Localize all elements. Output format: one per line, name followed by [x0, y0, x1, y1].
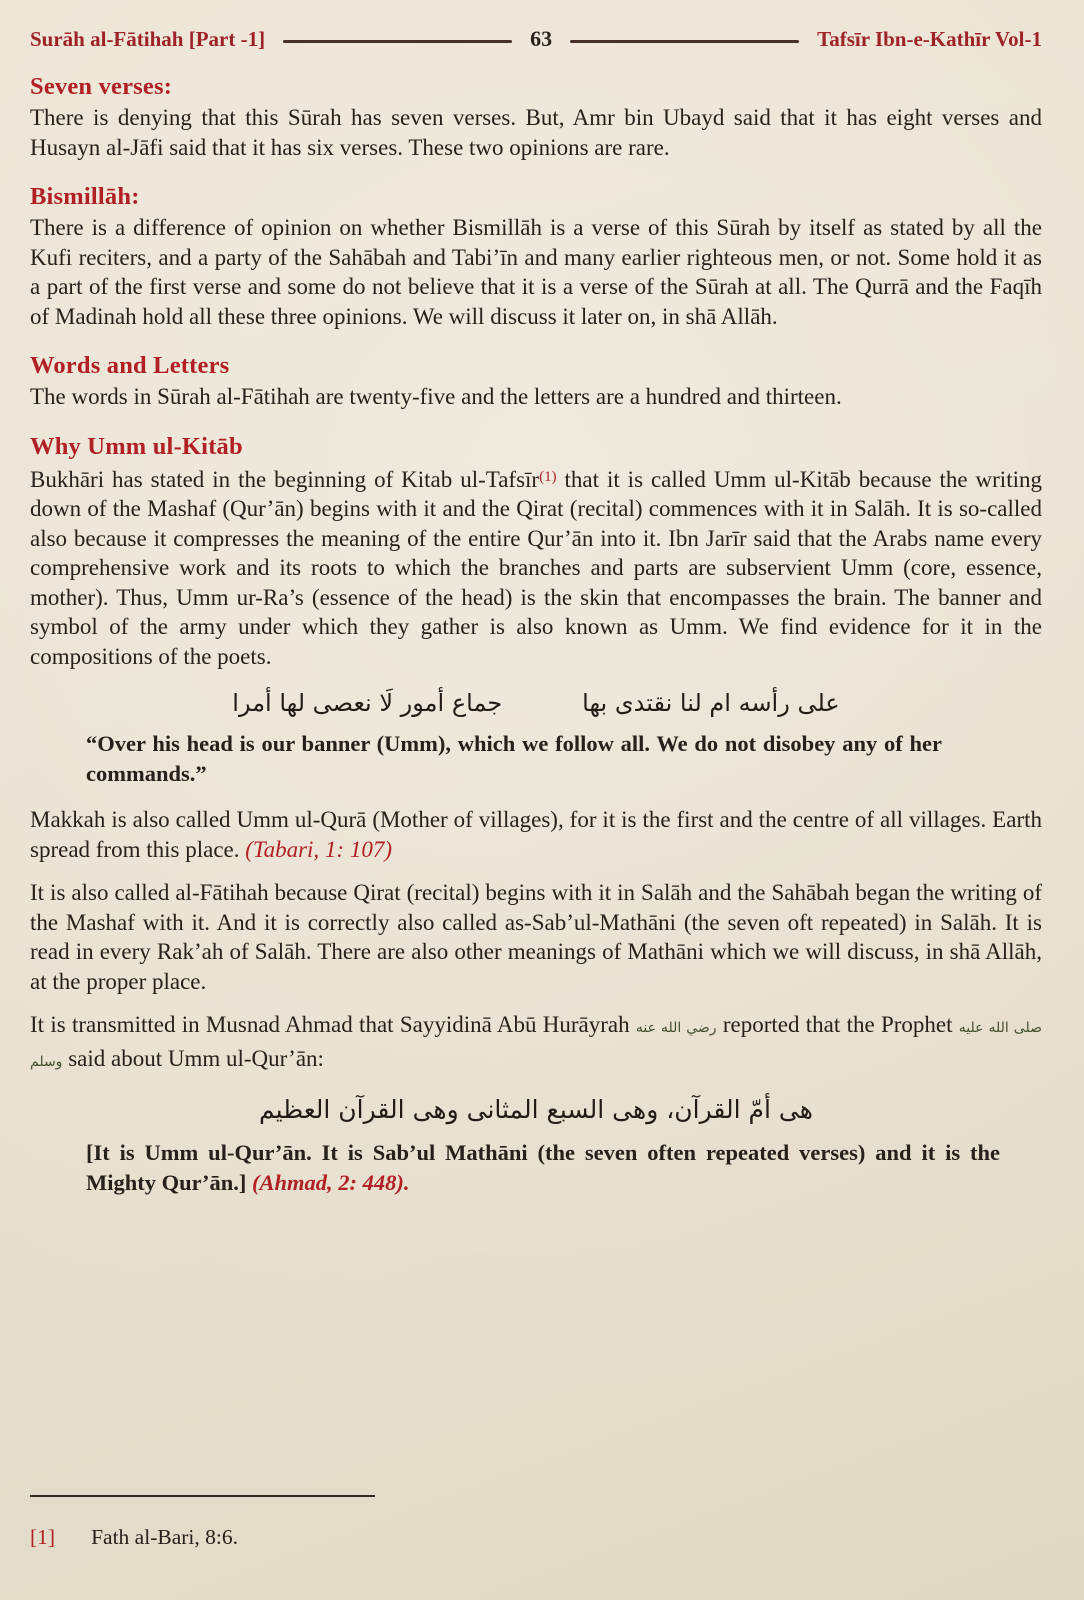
volume-title: Tafsīr Ibn-e-Kathīr Vol-1: [817, 26, 1042, 51]
footnote-block: [30, 1495, 1042, 1551]
poetry-translation: “Over his head is our banner (Umm), which we follow all. We do not disobey any of her commands.”: [86, 731, 942, 786]
hadith-arabic-text: هى أمّ القرآن، وهى السبع المثانى وهى القرآن العظيم: [259, 1095, 813, 1124]
paragraph-makkah: [30, 805, 1042, 864]
section-heading-why-umm: Why Umm ul-Kitāb: [30, 432, 243, 460]
footnote-entry: [30, 1525, 1042, 1550]
paragraph-musnad-ahmad: [30, 1010, 1042, 1077]
chapter-title: Surāh al-Fātihah [Part -1]: [30, 26, 266, 51]
paragraph-why-umm: [30, 463, 1042, 672]
paragraph-words-letters: The words in Sūrah al-Fātihah are twenty-five and the letters are a hundred and thirteen.: [30, 384, 842, 409]
header-rule-right: [570, 40, 799, 43]
arabic-poetry-line: [30, 689, 1042, 717]
hadith-translation-text: [It is Umm ul-Qur’ān. It is Sab’ul Mathāni (the seven often repeated verses) and it is the Mighty Qur’ān.]: [86, 1140, 1000, 1195]
header-rule-left: [283, 40, 512, 43]
page-header: [30, 26, 1042, 52]
footnote-text: Fath al-Bari, 8:6.: [91, 1525, 238, 1549]
footnote-reference: (1): [539, 468, 557, 485]
citation-tabari: (Tabari, 1: 107): [245, 836, 392, 862]
why-umm-text-before: Bukhāri has stated in the beginning of Kitab ul-Tafsīr: [30, 466, 540, 492]
musnad-text-1: It is transmitted in Musnad Ahmad that Sayyidinā Abū Hurāyrah: [30, 1012, 636, 1037]
paragraph-bismillah: There is a difference of opinion on whether Bismillāh is a verse of this Sūrah by itself as stated by all the Kufi reciters, and a party of the Sahābah and Tabi’īn and many earlier righteous men, or not. Some hold it as a part of the first verse and some do not believe that it is a verse of the Sūrah at all. The Qurrā and the Faqīh of Madinah hold all these three opinions. We will discuss it later on, in shā Allāh.: [30, 215, 1042, 329]
footnote-marker: [1]: [30, 1525, 56, 1549]
why-umm-text-after: that it is called Umm ul-Kitāb because the writing down of the Mashaf (Qur’ān) begins with it and the Qirat (recital) commences with it in Salāh. It is so-called also because it compresses the meaning of the entire Qur’ān into it. Ibn Jarīr said that the Arabs name every comprehensive work and its roots to which the branches and parts are subservient Umm (core, essence, mother). Thus, Umm ur-Ra’s (essence of the head) is the skin that encompasses the brain. The banner and symbol of the army under which they gather is also known as Umm. We find evidence for it in the compositions of the poets.: [30, 466, 1042, 669]
footnote-divider: [30, 1495, 375, 1498]
musnad-text-2: reported that the Prophet: [716, 1012, 959, 1037]
poetry-hemistich-second: جماع أمور لَا نعصى لها أمرا: [232, 689, 503, 717]
paragraph-fatihah-names: It is also called al-Fātihah because Qirat (recital) begins with it in Salāh and the Sahābah began the writing of the Mashaf with it. And it is correctly also called as-Sab’ul-Mathāni (the seven oft repeated) in Salāh. It is read in every Rak’ah of Salāh. There are also other meanings of Mathāni which we will discuss, in shā Allāh, at the proper place.: [30, 880, 1042, 994]
makkah-text: Makkah is also called Umm ul-Qurā (Mother of villages), for it is the first and the centre of all villages. Earth spread from this place.: [30, 807, 1042, 862]
paragraph-seven-verses: There is denying that this Sūrah has seven verses. But, Amr bin Ubayd said that it has eight verses and Husayn al-Jāfi said that it has six verses. These two opinions are rare.: [30, 105, 1042, 160]
poetry-hemistich-first: على رأسه ام لنا نقتدى بها: [582, 689, 840, 717]
hadith-translation: [86, 1138, 1000, 1198]
section-heading-words-letters: Words and Letters: [30, 352, 230, 379]
honorific-radiallahu-anhu: رضي الله عنه: [635, 1020, 717, 1036]
page-number: 63: [530, 26, 553, 51]
citation-ahmad: (Ahmad, 2: 448).: [252, 1170, 410, 1195]
section-heading-bismillah: Bismillāh:: [30, 183, 140, 210]
section-heading-seven-verses: Seven verses:: [30, 73, 173, 100]
musnad-text-3: said about Umm ul-Qur’ān:: [62, 1045, 324, 1071]
honorific-sallallahu-alayhi-wasallam: صلى الله عليه وسلم: [30, 1020, 1042, 1070]
